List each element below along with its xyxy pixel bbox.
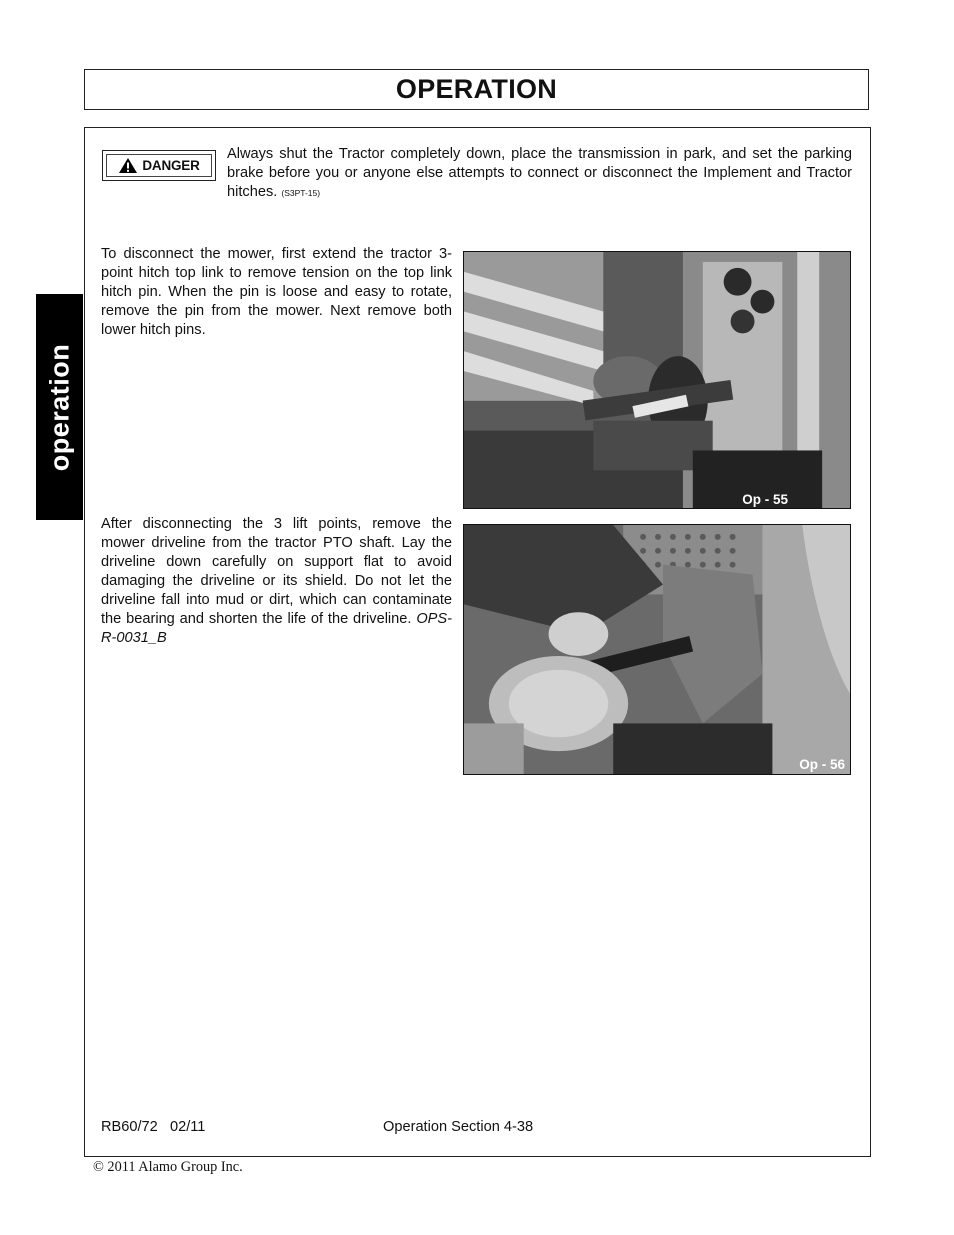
danger-label: DANGER bbox=[142, 158, 200, 173]
page-header bbox=[84, 69, 869, 110]
danger-message: Always shut the Tractor completely down, place the transmission in park, and set the parking brake before you or anyone else attempts to connect or disconnect the Implement and Tractor hitches. (S3PT-15) bbox=[227, 146, 852, 200]
reference-code: OPS-R-0031_B bbox=[101, 611, 452, 646]
copyright: © 2011 Alamo Group Inc. bbox=[93, 1159, 243, 1175]
footer-section: Operation Section 4-38 bbox=[383, 1119, 534, 1135]
driveline-photo bbox=[464, 525, 850, 774]
footer-model-date: RB60/72 02/11 bbox=[101, 1119, 206, 1135]
paragraph-remove-driveline: After disconnecting the 3 lift points, remove the mower driveline from the tractor PTO shaft. Lay the driveline down carefully on support flat to avoid damaging the driveline or its shield. Do not let the driveline fall into mud or dirt, which can contaminate the bearing and shorten the life of the driveline. OPS-R-0031_B bbox=[101, 516, 452, 646]
figure-label: Op - 55 bbox=[742, 492, 788, 507]
figure-op-55 bbox=[463, 251, 851, 509]
section-tab bbox=[36, 294, 83, 520]
danger-badge bbox=[102, 150, 216, 181]
section-tab-label: operation bbox=[44, 343, 75, 471]
page-title: OPERATION bbox=[395, 74, 558, 104]
figure-label: Op - 56 bbox=[799, 757, 845, 772]
warning-triangle-icon bbox=[118, 157, 138, 174]
danger-code: (S3PT-15) bbox=[281, 188, 321, 198]
paragraph-disconnect-hitch: To disconnect the mower, first extend the tractor 3-point hitch top link to remove tension on the top link hitch pin. When the pin is loose and easy to rotate, remove the pin from the mower. Next remove both lower hitch pins. bbox=[101, 246, 452, 338]
figure-op-56 bbox=[463, 524, 851, 775]
hitch-pin-photo bbox=[464, 252, 850, 508]
